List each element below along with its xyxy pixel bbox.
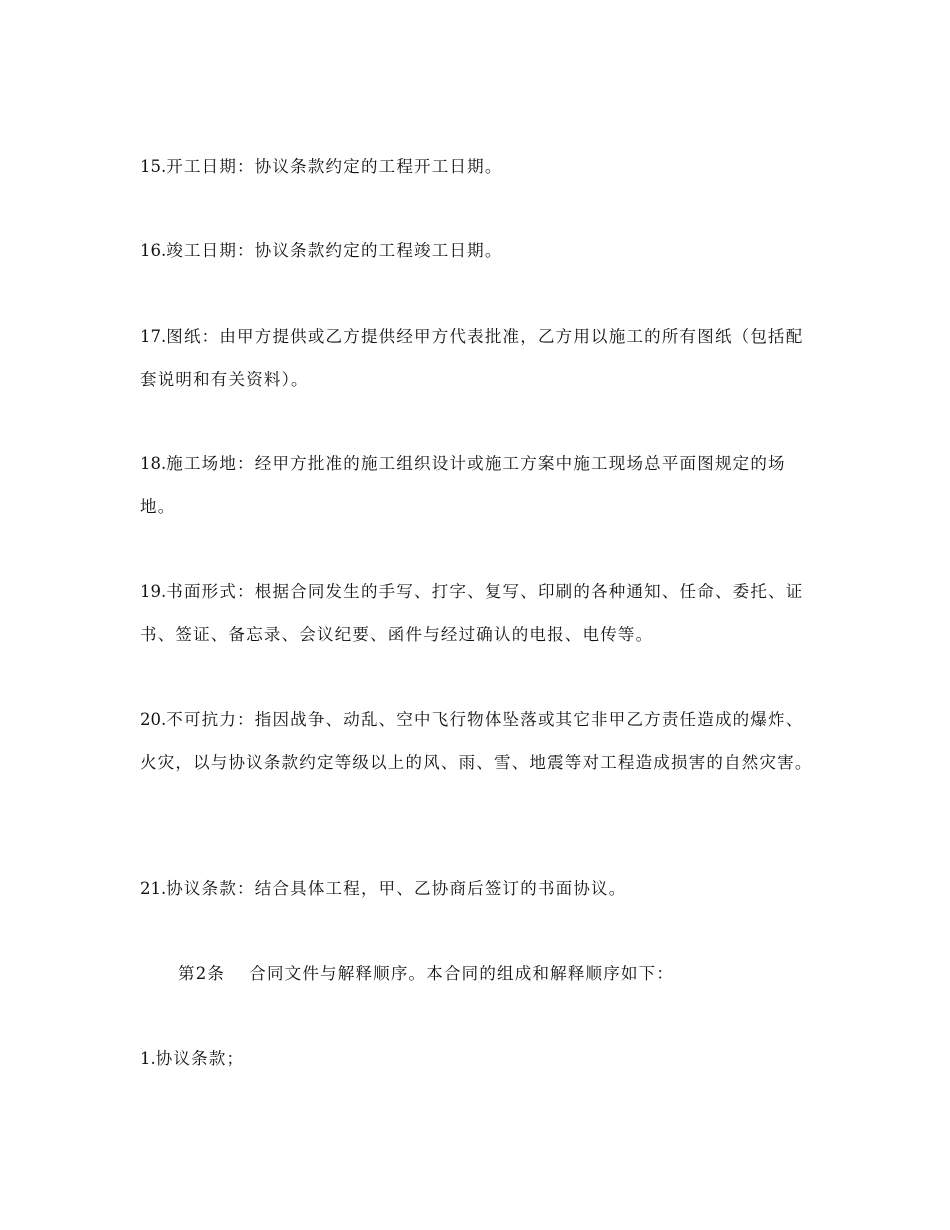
paragraph-20: [140, 698, 820, 784]
paragraph-number: 21.: [140, 879, 167, 898]
paragraph-text: 施工场地：经甲方批准的施工组织设计或施工方案中施工现场总平面图规定的场地。: [140, 454, 786, 516]
paragraph-text: 竣工日期：协议条款约定的工程竣工日期。: [166, 241, 503, 260]
paragraph-text: 不可抗力：指因战争、动乱、空中飞行物体坠落或其它非甲乙方责任造成的爆炸、火灾，以与协议条款约定等级以上的风、雨、雪、地震等对工程造成损害的自然灾害。: [140, 710, 813, 772]
paragraph-number: 17.: [140, 327, 167, 346]
paragraph-text: 开工日期：协议条款约定的工程开工日期。: [166, 157, 503, 176]
paragraph-17: [140, 315, 820, 401]
paragraph-text: 协议条款；: [155, 1049, 245, 1068]
paragraph-16: [140, 229, 820, 272]
paragraph-number: 15.: [140, 157, 167, 176]
paragraph-19: [140, 570, 820, 656]
paragraph-number: 18.: [140, 454, 167, 473]
paragraph-text: 第2条 合同文件与解释顺序。本合同的组成和解释顺序如下：: [178, 964, 675, 983]
paragraph-text: 书面形式：根据合同发生的手写、打字、复写、印刷的各种通知、任命、委托、证书、签证、备忘录、会议纪要、函件与经过确认的电报、电传等。: [140, 582, 804, 644]
paragraph-18: [140, 442, 820, 528]
list-item-1: [140, 1037, 820, 1080]
paragraph-15: [140, 145, 820, 188]
paragraph-number: 20.: [140, 710, 167, 729]
paragraph-text: 协议条款：结合具体工程，甲、乙协商后签订的书面协议。: [166, 879, 627, 898]
paragraph-21: [140, 867, 820, 910]
paragraph-number: 16.: [140, 241, 167, 260]
paragraph-number: 19.: [140, 582, 167, 601]
paragraph-text: 图纸：由甲方提供或乙方提供经甲方代表批准，乙方用以施工的所有图纸（包括配套说明和有关资料）。: [140, 327, 804, 389]
article-2-heading: [178, 952, 858, 995]
paragraph-number: 1.: [140, 1049, 156, 1068]
